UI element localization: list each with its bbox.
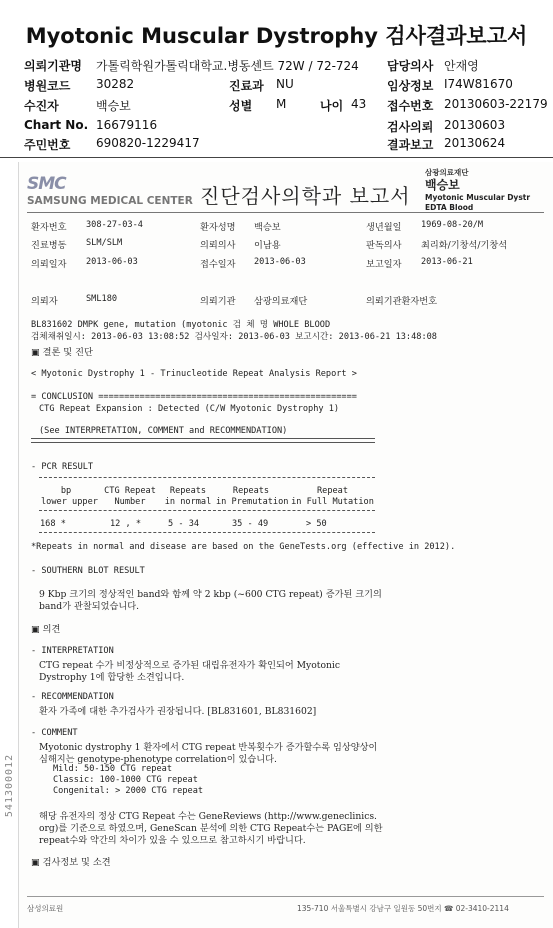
test-dates-line: 검체채취일시: 2013-06-03 13:08:52 검사일자: 2013-06-03 보고시간: 2013-06-21 13:48:08 [31,332,437,342]
conclusion-double-rule [31,438,375,443]
info-value-ward: SLM/SLM [86,238,123,248]
pcr-col-full-mutation-line2: in Full Mutation [291,497,374,507]
pcr-col-normal-line1: Repeats [169,486,207,496]
info-value-patient-name: 백승보 [254,222,281,233]
stamp-institution: 삼광의료재단 [425,168,469,177]
value-receipt-number: 20130603-22179 [444,97,548,111]
scan-footer-rule [27,896,544,897]
analysis-report-name: < Myotonic Dystrophy 1 - Trinucleotide Repeat Analysis Report > [31,369,357,379]
label-sex: 성별 [229,99,253,113]
info-value-birthdate: 1969-08-20/M [421,220,484,230]
section-opinion: ▣ 의견 [31,624,61,635]
info-value-patient-no: 308-27-03-4 [86,220,143,230]
conclusion-heading: = CONCLUSION ================================================== [31,392,357,402]
info-label-receipt-date: 접수일자 [200,259,236,270]
value-result-report: 20130624 [444,136,506,150]
label-chart-no: Chart No. [24,118,89,132]
value-clinical-info: I74W81670 [444,77,513,91]
label-receipt-number: 접수번호 [387,99,434,113]
value-hospital-code: 30282 [96,77,135,91]
repeats-footnote: *Repeats in normal and disease are based on the GeneTests.org (effective in 2012). [31,542,456,552]
smc-logo: SMC [27,174,66,194]
value-patient: 백승보 [96,99,131,113]
label-attending-doctor: 담당의사 [387,59,434,73]
pcr-result-heading: - PCR RESULT [31,462,94,472]
test-code-line: BL831602 DMPK gene, mutation (myotonic 검 체 명 WHOLE BLOOD [31,320,331,330]
value-department: NU [276,77,294,91]
pcr-col-full-mutation-line1: Repeat [316,486,349,496]
interpretation-text-2: Dystrophy 1에 합당한 소견입니다. [39,672,185,683]
stamp-test-name: Myotonic Muscular Dystr [425,193,531,202]
scan-report-title: 진단검사의학과 보고서 [200,184,411,208]
comment-text-8: repeat수와 약간의 차이가 있을 수 있으므로 참고하시기 바랍니다. [39,835,306,846]
info-label-patient-no: 환자번호 [31,222,67,233]
pcr-col-premutation-line2: in Premutation [216,497,289,507]
comment-text-6: 해당 유전자의 정상 CTG Repeat 수는 GeneReviews (http://www.geneclinics. [39,811,377,822]
pcr-table-bottom-rule [39,532,375,533]
pcr-cell-full-mutation: > 50 [306,519,327,529]
section-test-info: ▣ 검사정보 및 소견 [31,857,111,868]
value-age: 43 [351,97,367,111]
info-label-ward: 진료병동 [31,240,67,251]
southern-blot-text-1: 9 Kbp 크기의 정상적인 band와 함께 약 2 kbp (~600 CTG repeat) 증가된 크기의 [39,589,382,600]
label-result-report: 결과보고 [387,138,434,152]
southern-blot-text-2: band가 관찰되었습니다. [39,601,139,612]
pcr-col-normal-line2: in normal [164,497,212,507]
pcr-table-top-rule [39,477,375,478]
pcr-col-ctg-line1: CTG Repeat [104,486,156,496]
value-test-request: 20130603 [444,118,506,132]
pcr-cell-ctg-number: 12 , * [110,519,142,529]
info-value-reading-doctor: 최리화/기창석/기창석 [421,240,508,251]
pcr-cell-normal: 5 - 34 [168,519,200,529]
info-value-requesting-agency: 삼광의료재단 [254,296,308,307]
see-references-text: (See INTERPRETATION, COMMENT and RECOMMENDATION) [39,426,288,436]
value-resident-number: 690820-1229417 [96,136,200,150]
comment-heading: - COMMENT [31,728,78,738]
stamp-specimen: EDTA Blood [425,203,474,212]
recommendation-text: 환자 가족에 대한 추가검사가 권장됩니다. [BL831601, BL831602] [39,706,317,717]
southern-blot-heading: - SOUTHERN BLOT RESULT [31,566,145,576]
comment-classic: Classic: 100-1000 CTG repeat [53,775,198,785]
info-label-birthdate: 생년월일 [366,222,402,233]
label-hospital-code: 병원코드 [24,79,71,93]
pcr-col-bp-line2: lower upper [41,497,98,507]
stamp-patient-name: 백승보 [425,178,460,192]
comment-text-1: Myotonic dystrophy 1 환자에서 CTG repeat 반복횟수가 증가할수록 임상양상이 [39,742,378,753]
info-value-requesting-doctor: 이남용 [254,240,281,251]
scan-top-rule [27,212,544,213]
value-chart-no: 16679116 [96,118,158,132]
pcr-table-header-rule [39,510,375,511]
info-label-request-date: 의뢰일자 [31,259,67,270]
info-label-agency-patient-no: 의뢰기관환자번호 [366,296,438,307]
info-label-report-date: 보고일자 [366,259,402,270]
value-sex: M [276,97,287,111]
comment-mild: Mild: 50-150 CTG repeat [53,764,172,774]
label-age: 나이 [320,99,344,113]
label-clinical-info: 임상정보 [387,79,434,93]
comment-text-2: 심해지는 genotype-phenotype correlation이 있습니다. [39,754,277,765]
info-value-requester: SML180 [86,294,118,304]
report-title: Myotonic Muscular Dystrophy 검사결과보고서 [25,24,528,48]
footer-institution: 삼성의료원 [27,904,64,913]
recommendation-heading: - RECOMMENDATION [31,692,114,702]
side-serial-number: 541300012 [4,753,16,818]
label-test-request: 검사의뢰 [387,120,434,134]
info-value-request-date: 2013-06-03 [86,257,138,267]
interpretation-text-1: CTG repeat 수가 비정상적으로 증가된 대립유전자가 확인되어 Myotonic [39,660,340,671]
conclusion-text: CTG Repeat Expansion : Detected (C/W Myotonic Dystrophy 1) [39,404,340,414]
info-label-requester: 의뢰자 [31,296,58,307]
value-attending-doctor: 안재영 [444,59,479,73]
label-resident-number: 주민번호 [24,138,71,152]
info-label-patient-name: 환자성명 [200,222,236,233]
pcr-col-ctg-line2: Number [114,497,146,507]
comment-congenital: Congenital: > 2000 CTG repeat [53,786,204,796]
pcr-cell-premutation: 35 - 49 [232,519,269,529]
comment-text-7: org)를 기준으로 하였으며, GeneScan 분석에 의한 CTG Repeat수는 PAGE에 의한 [39,823,383,834]
info-label-reading-doctor: 판독의사 [366,240,402,251]
info-label-requesting-agency: 의뢰기관 [200,296,236,307]
value-requesting-institution: 가톨릭학원가톨릭대학교.병동센트 72W / 72-724 [96,59,359,73]
smc-logo-text: SAMSUNG MEDICAL CENTER [27,195,193,207]
label-requesting-institution: 의뢰기관명 [24,59,82,73]
info-label-requesting-doctor: 의뢰의사 [200,240,236,251]
label-patient: 수진자 [24,99,59,113]
interpretation-heading: - INTERPRETATION [31,646,114,656]
section-result-diagnosis: ▣ 결론 및 진단 [31,347,93,358]
label-department: 진료과 [229,79,264,93]
footer-address: 135-710 서울특별시 강남구 일원동 50번지 ☎ 02-3410-2114 [297,904,509,913]
info-value-receipt-date: 2013-06-03 [254,257,306,267]
info-value-report-date: 2013-06-21 [421,257,473,267]
pcr-col-bp-line1: bp [60,486,72,496]
pcr-cell-bp: 168 * [40,519,66,529]
header-divider [0,157,553,158]
pcr-col-premutation-line1: Repeats [232,486,270,496]
